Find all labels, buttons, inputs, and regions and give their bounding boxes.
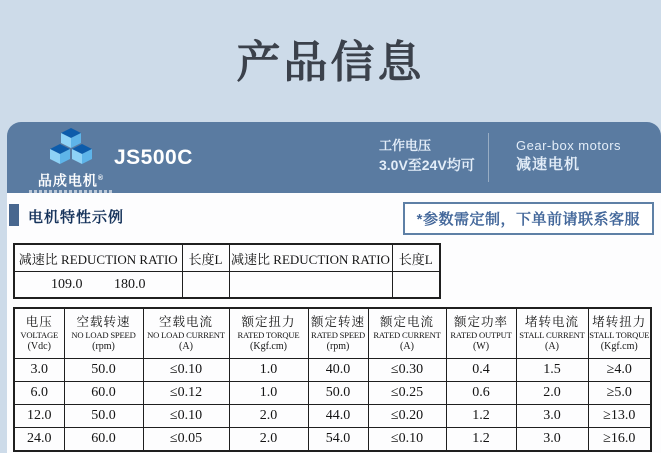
reduction-ratio-table bbox=[13, 243, 441, 299]
spec-cell: 50.0 bbox=[64, 405, 143, 428]
content-panel bbox=[7, 193, 661, 453]
spec-cell: 2.0 bbox=[229, 405, 308, 428]
spec-header-stall-torque: 堵转扭力 STALL TORQUE (Kgf.cm) bbox=[588, 308, 651, 359]
voltage-value: 3.0V至24V均可 bbox=[379, 157, 475, 173]
spec-cell: ≤0.12 bbox=[143, 382, 229, 405]
model-number: JS500C bbox=[114, 146, 193, 169]
empty-cell bbox=[182, 272, 229, 299]
spec-cell: 50.0 bbox=[308, 382, 368, 405]
spec-cell: 1.5 bbox=[516, 359, 588, 382]
motor-spec-table bbox=[13, 307, 652, 452]
category-chinese: 减速电机 bbox=[516, 156, 581, 173]
ratio-header-cell: 减速比 REDUCTION RATIO bbox=[14, 244, 182, 272]
spec-cell: 60.0 bbox=[64, 382, 143, 405]
spec-header-rated-current: 额定电流 RATED CURRENT (A) bbox=[368, 308, 446, 359]
spec-cell: 2.0 bbox=[229, 428, 308, 452]
spec-data-row bbox=[14, 359, 651, 382]
length-header-cell: 长度L bbox=[392, 244, 440, 272]
category-block bbox=[516, 137, 621, 175]
empty-cell bbox=[392, 272, 440, 299]
spec-cell: ≥13.0 bbox=[588, 405, 651, 428]
page-title: 产品信息 bbox=[236, 38, 425, 87]
ratio-header-row bbox=[14, 244, 440, 272]
spec-cell: 44.0 bbox=[308, 405, 368, 428]
spec-cell: 12.0 bbox=[14, 405, 64, 428]
ratio-header-cell: 减速比 REDUCTION RATIO bbox=[229, 244, 392, 272]
spec-cell: 50.0 bbox=[64, 359, 143, 382]
spec-cell: ≤0.05 bbox=[143, 428, 229, 452]
spec-cell: 54.0 bbox=[308, 428, 368, 452]
spec-cell: ≤0.10 bbox=[368, 428, 446, 452]
brand-logo bbox=[25, 127, 117, 193]
brand-name: 品成电机® bbox=[37, 172, 105, 189]
spec-cell: ≤0.10 bbox=[143, 359, 229, 382]
spec-cell: 3.0 bbox=[516, 405, 588, 428]
spec-cell: ≤0.25 bbox=[368, 382, 446, 405]
spec-cell: ≥4.0 bbox=[588, 359, 651, 382]
spec-cell: ≤0.30 bbox=[368, 359, 446, 382]
length-header-cell: 长度L bbox=[182, 244, 229, 272]
spec-cell: ≤0.20 bbox=[368, 405, 446, 428]
spec-header-stall-current: 堵转电流 STALL CURRENT (A) bbox=[516, 308, 588, 359]
section-bullet-marker bbox=[9, 204, 19, 226]
spec-cell: 0.4 bbox=[446, 359, 516, 382]
spec-cell: 6.0 bbox=[14, 382, 64, 405]
spec-header-no-load-current: 空载电流 NO LOAD CURRENT (A) bbox=[143, 308, 229, 359]
spec-cell: 2.0 bbox=[516, 382, 588, 405]
registered-mark: ® bbox=[97, 175, 105, 182]
product-header-banner bbox=[7, 122, 661, 193]
spec-data-row bbox=[14, 405, 651, 428]
customization-notice: *参数需定制，下单前请联系客服 bbox=[403, 202, 654, 235]
voltage-label: 工作电压 bbox=[379, 138, 432, 153]
spec-cell: 60.0 bbox=[64, 428, 143, 452]
category-english: Gear-box motors bbox=[516, 138, 622, 153]
spec-cell: 1.0 bbox=[229, 382, 308, 405]
logo-cubes-icon bbox=[40, 127, 102, 171]
working-voltage-block bbox=[379, 137, 475, 175]
ratio-value: 180.0 bbox=[114, 276, 146, 292]
spec-header-rated-output: 额定功率 RATED OUTPUT (W) bbox=[446, 308, 516, 359]
empty-cell bbox=[229, 272, 392, 299]
spec-header-rated-speed: 额定转速 RATED SPEED (rpm) bbox=[308, 308, 368, 359]
spec-cell: ≥5.0 bbox=[588, 382, 651, 405]
spec-cell: 40.0 bbox=[308, 359, 368, 382]
spec-header-row bbox=[14, 308, 651, 359]
spec-cell: 1.2 bbox=[446, 405, 516, 428]
spec-data-row bbox=[14, 428, 651, 452]
spec-cell: 24.0 bbox=[14, 428, 64, 452]
section-title: 电机特性示例 bbox=[28, 209, 125, 226]
header-divider bbox=[488, 133, 489, 182]
spec-cell: 1.2 bbox=[446, 428, 516, 452]
spec-data-row bbox=[14, 382, 651, 405]
spec-cell: ≥16.0 bbox=[588, 428, 651, 452]
spec-cell: ≤0.10 bbox=[143, 405, 229, 428]
ratio-value: 109.0 bbox=[51, 276, 83, 292]
spec-header-no-load-speed: 空载转速 NO LOAD SPEED (rpm) bbox=[64, 308, 143, 359]
spec-cell: 0.6 bbox=[446, 382, 516, 405]
spec-cell: 3.0 bbox=[14, 359, 64, 382]
spec-cell: 3.0 bbox=[516, 428, 588, 452]
spec-header-voltage: 电压 VOLTAGE (Vdc) bbox=[14, 308, 64, 359]
spec-header-rated-torque: 额定扭力 RATED TORQUE (Kgf.cm) bbox=[229, 308, 308, 359]
ratio-values-cell bbox=[14, 272, 182, 299]
spec-cell: 1.0 bbox=[229, 359, 308, 382]
ratio-data-row bbox=[14, 272, 440, 299]
